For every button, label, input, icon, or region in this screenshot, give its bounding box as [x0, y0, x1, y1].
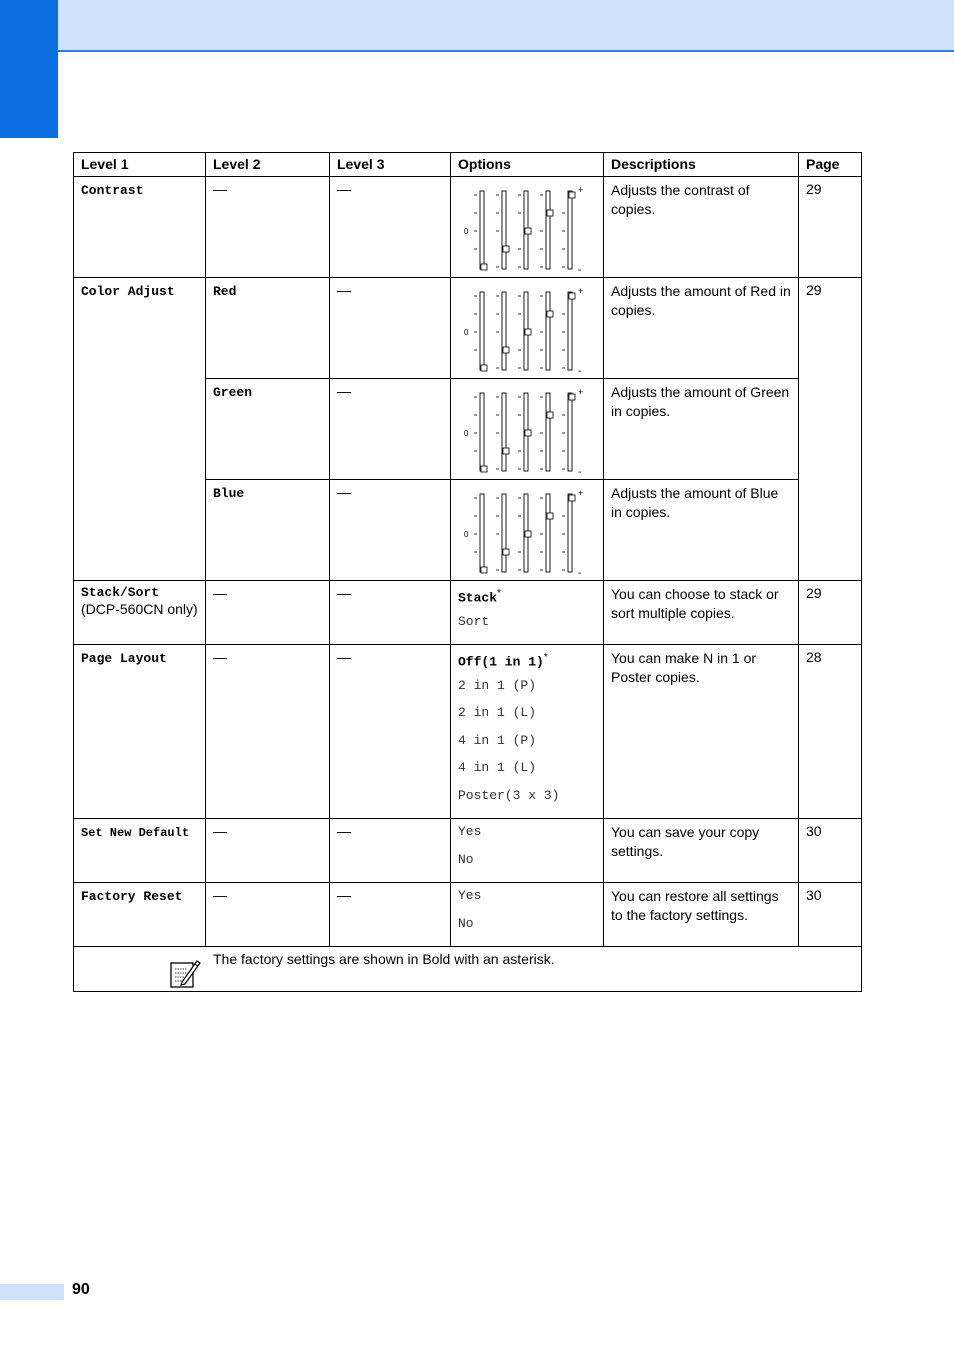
svg-text:+: +	[578, 488, 584, 498]
page-number: 90	[72, 1281, 90, 1298]
contrast-slider-icon	[458, 185, 596, 273]
col-level3: Level 3	[330, 153, 451, 177]
table-row	[74, 883, 862, 947]
level3-dash: —	[337, 887, 351, 903]
level2-dash: —	[213, 585, 227, 601]
default-asterisk: *	[497, 588, 501, 599]
level3-dash: —	[337, 484, 351, 500]
green-slider-icon	[458, 387, 596, 475]
option-off: Off(1 in 1)	[458, 654, 544, 670]
col-page: Page	[799, 153, 862, 177]
col-level1: Level 1	[74, 153, 206, 177]
svg-text:0: 0	[464, 530, 469, 539]
stack-sort-label: Stack/Sort	[81, 585, 160, 600]
header-band	[0, 0, 954, 52]
col-options: Options	[451, 153, 604, 177]
level3-dash: —	[337, 823, 351, 839]
red-slider-icon	[458, 286, 596, 374]
svg-text:-: -	[578, 265, 582, 273]
option-no: No	[458, 915, 474, 931]
level3-dash: —	[337, 585, 351, 601]
option-4in1-p: 4 in 1 (P)	[458, 732, 537, 748]
footer-band	[0, 1284, 64, 1300]
option-stack: Stack	[458, 590, 498, 606]
setdefault-page: 30	[799, 819, 862, 883]
svg-text:+: +	[578, 286, 584, 296]
svg-text:0: 0	[464, 328, 469, 337]
table-row	[74, 177, 862, 278]
layout-page: 28	[799, 645, 862, 819]
svg-text:-: -	[578, 366, 582, 374]
factory-page: 30	[799, 883, 862, 947]
option-default	[458, 649, 596, 677]
green-label: Green	[213, 385, 253, 400]
level3-dash: —	[337, 649, 351, 665]
svg-text:0: 0	[464, 227, 469, 236]
table-row	[74, 278, 862, 379]
option-sort: Sort	[458, 613, 490, 629]
red-label: Red	[213, 284, 237, 299]
stack-description: You can choose to stack or sort multiple copies.	[604, 581, 799, 645]
factory-reset-label: Factory Reset	[81, 889, 183, 904]
level2-dash: —	[213, 649, 227, 665]
blue-slider-icon	[458, 488, 596, 576]
option-4in1-l: 4 in 1 (L)	[458, 760, 537, 775]
default-asterisk: *	[543, 652, 548, 663]
layout-description: You can make N in 1 or Poster copies.	[604, 645, 799, 819]
set-new-default-label: Set New Default	[81, 826, 190, 840]
option-2in1-p: 2 in 1 (P)	[458, 677, 537, 693]
level2-dash: —	[213, 887, 227, 903]
level3-dash: —	[337, 383, 351, 399]
table-row	[74, 645, 862, 819]
option-poster: Poster(3 x 3)	[458, 787, 560, 803]
note-row	[74, 947, 862, 992]
stack-page: 29	[799, 581, 862, 645]
note-text: The factory settings are shown in Bold with an asterisk.	[213, 951, 555, 967]
red-description: Adjusts the amount of Red in copies.	[604, 278, 799, 379]
contrast-label: Contrast	[81, 183, 144, 198]
level3-dash: —	[337, 282, 351, 298]
col-level2: Level 2	[206, 153, 330, 177]
green-description: Adjusts the amount of Green in copies.	[604, 379, 799, 480]
svg-text:0: 0	[464, 429, 469, 438]
svg-text:+: +	[578, 387, 584, 397]
svg-text:-: -	[578, 568, 582, 576]
color-adjust-label: Color Adjust	[81, 284, 175, 299]
option-2in1-l: 2 in 1 (L)	[458, 705, 537, 720]
table-header-row	[74, 153, 862, 177]
chapter-tab	[0, 0, 58, 138]
blue-description: Adjusts the amount of Blue in copies.	[604, 480, 799, 581]
stack-sort-note: (DCP-560CN only)	[81, 601, 198, 617]
contrast-page: 29	[799, 177, 862, 278]
page-layout-label: Page Layout	[81, 651, 167, 666]
table-row	[74, 581, 862, 645]
note-pencil-icon	[169, 957, 201, 989]
level2-dash: —	[213, 823, 227, 839]
level2-dash: —	[213, 181, 227, 197]
factory-description: You can restore all settings to the factory settings.	[604, 883, 799, 947]
col-descriptions: Descriptions	[604, 153, 799, 177]
option-no: No	[458, 851, 474, 867]
level3-dash: —	[337, 181, 351, 197]
option-yes: Yes	[458, 888, 482, 903]
setdefault-description: You can save your copy settings.	[604, 819, 799, 883]
table-row	[74, 819, 862, 883]
color-page: 29	[799, 278, 862, 581]
svg-text:-: -	[578, 467, 582, 475]
option-default	[458, 585, 596, 613]
blue-label: Blue	[213, 486, 245, 501]
svg-text:+: +	[578, 185, 584, 195]
option-yes: Yes	[458, 824, 482, 839]
contrast-description: Adjusts the contrast of copies.	[604, 177, 799, 278]
copy-menu-table	[73, 152, 862, 992]
